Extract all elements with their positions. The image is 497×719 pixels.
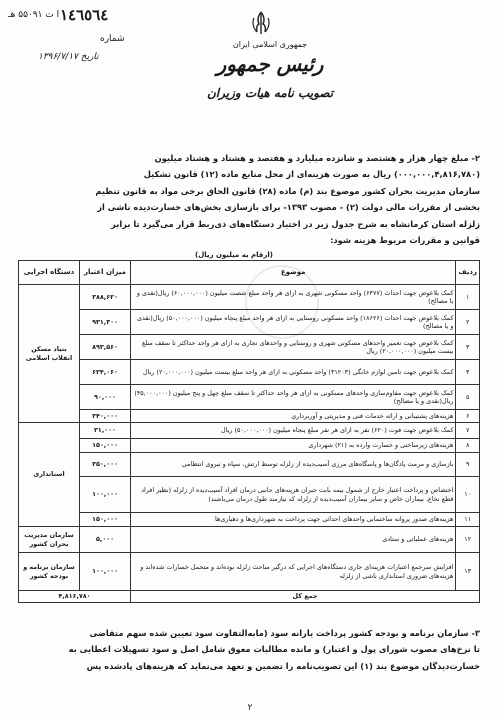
total-label: جمع کل: [131, 591, 480, 603]
row-number: ۱: [456, 285, 480, 310]
outro-line: تا نرخ‌های مصوب شورای پول و اعتبار) و مانده مطالبات معوق شامل اصل و سود تسهیلات اعطایی به: [68, 644, 480, 655]
table-row: [19, 410, 480, 423]
reference-number: ا ت ۵۵۰۹۱ هـ: [8, 10, 60, 20]
row-description: کمک بلاعوض جهت احداث (۱۸۶۲۶) واحد مسکونی روستایی به ازای هر واحد مبلغ پنجاه میلیون (۵۰,۰۰۰,۰۰۰) ریال(نقدی و یا مصالح): [131, 310, 456, 335]
row-amount: ۹۳۱,۳۰۰: [80, 310, 131, 335]
row-description: افزایش سرجمع اعتبارات هزینه‌ای جاری دستگاه‌های اجرایی که درگیر مباحث زلزله بوده‌اند و متحمل خسارات شده‌اند و هزینه‌های ضروری استانداری ناشی از زلزله: [131, 553, 456, 591]
outro-line: ۳- سازمان برنامه و بودجه کشور پرداخت یارانه سود (مابه‌التفاوت سود تعیین شده سهم متقاضی: [89, 628, 480, 638]
row-number: ۱۰: [456, 477, 480, 513]
row-number: ۱۳: [456, 553, 480, 591]
intro-line: (۰۰۰,۰۰۰,۴,۸۱۶,۷۸۰) ریال به صورت هزینه‌ای از محل منابع ماده (۱۲) قانون تشکیل: [143, 169, 480, 180]
row-amount: ۱۵۰,۰۰۰: [80, 439, 131, 453]
header-agency: دستگاه اجرایی: [19, 261, 80, 285]
intro-line: بخشی از مقررات مالی دولت (۲) - مصوب ۱۳۹۳- برای بازسازی بخش‌های خسارت‌دیده ناشی از: [97, 202, 480, 213]
allocation-table: [18, 260, 480, 603]
row-number: ۴: [456, 360, 480, 385]
agency-governorate: استانداری: [19, 423, 80, 527]
table-row: [19, 385, 480, 410]
row-amount: ۵,۰۰۰: [80, 527, 131, 553]
row-description: کمک بلاعوض جهت فوت (۶۲۰) نفر به ازای هر نفر مبلغ پنجاه میلیون (۵۰,۰۰۰,۰۰۰) ریال: [131, 423, 456, 439]
row-number: ۱۲: [456, 527, 480, 553]
row-description: هزینه‌های پشتیبانی و ارائه خدمات فنی و مدیریتی و آوربرداری: [131, 410, 456, 423]
serial-number: ١٤٦٥٦٤: [60, 8, 109, 24]
row-number: ۳: [456, 335, 480, 360]
agency-housing-foundation: بنیاد مسکن انقلاب اسلامی: [19, 285, 80, 423]
table-row: [19, 360, 480, 385]
intro-line: سازمان مدیریت بحران کشور موضوع بند (م) ماده (۲۸) قانون الحاق برخی مواد به قانون تنظیم: [95, 185, 480, 196]
row-description: هزینه‌های عملیاتی و ستادی: [131, 527, 456, 553]
row-amount: ۳۴۰,۰۰۰: [80, 410, 131, 423]
table-row: [19, 285, 480, 310]
table-row: [19, 439, 480, 453]
row-number: ۷: [456, 423, 480, 439]
row-amount: ۸۹۳,۵۶۰: [80, 335, 131, 360]
president-title: رئیس جمهور: [216, 52, 324, 76]
row-description: کمک بلاعوض جهت تعمیر واحدهای مسکونی شهری و روستایی و واحدهای تجاری به ازای هر واحد حداکثر تا سقف مبلغ بیست میلیون (۲۰,۰۰۰,۰۰۰) ریال: [131, 335, 456, 360]
row-description: کمک بلاعوض جهت احداث (۶۴۷۷) واحد مسکونی شهری به ازای هر واحد مبلغ شصت میلیون (۶۰,۰۰۰,۰۰۰) ریال(نقدی و یا مصالح): [131, 285, 456, 310]
row-number: ۹: [456, 453, 480, 477]
table-row: [19, 453, 480, 477]
row-amount: ۱۵۰,۰۰۰: [80, 513, 131, 527]
outro-line: خسارت‌دیدگان موضوع بند (۱) این تصویب‌نامه را تضمین و تعهد می‌نماید که هزینه‌های پادشده پس: [86, 660, 480, 671]
row-amount: ۳۵۰,۰۰۰: [80, 453, 131, 477]
row-number: ۸: [456, 439, 480, 453]
outro-paragraph: [12, 625, 480, 674]
row-amount: ۱۰۰,۰۰۰: [80, 553, 131, 591]
table-row: [19, 513, 480, 527]
intro-paragraph: [12, 150, 480, 248]
table-row: [19, 310, 480, 335]
total-row: [19, 591, 480, 603]
row-number: ۵: [456, 385, 480, 410]
row-amount: ۱۰۰,۰۰۰: [80, 477, 131, 513]
row-description: اختصاص و پرداخت اعتبار خارج از شمول بیمه بابت جبران هزینه‌های جانبی درمان افراد آسیب‌دیده از زلزله (نظیر افراد قطع نخاع، بیماران خاص و سایر بیماران آسیب‌دیده از زلزله که نیازمند طول درمان می‌باشند): [131, 477, 456, 513]
page-number: ۲: [247, 703, 253, 713]
number-label: شماره: [100, 34, 125, 44]
row-amount: ۹۰,۰۰۰: [80, 385, 131, 410]
intro-line: زلزله استان کرمانشاه به شرح جدول زیر در اختیار دستگاه‌های ذی‌ربط قرار می‌گیرد تا برابر: [111, 218, 480, 229]
header-description: موضوع: [131, 261, 456, 285]
table-row: [19, 553, 480, 591]
row-description: کمک بلاعوض جهت مقاوم‌سازی واحدهای مسکونی به ازای هر واحد حداکثر تا سقف مبلغ چهل و پنج میلیون (۴۵,۰۰۰,۰۰۰) ریال(نقدی و یا مصالح): [131, 385, 456, 410]
republic-line: جمهوری اسلامی ایران: [232, 40, 308, 49]
row-description: کمک بلاعوض جهت تامین لوازم خانگی (۳۱۲۰۳) واحد مسکونی به ازای هر واحد مبلغ بیست میلیون (۲۰,۰۰۰,۰۰۰) ریال: [131, 360, 456, 385]
table-row: [19, 477, 480, 513]
total-value: ۴,۸۱۶,۷۸۰: [19, 591, 131, 603]
agency-budget-organization: سازمان برنامه و بودجه کشور: [19, 553, 80, 591]
header-row-number: ردیف: [456, 261, 480, 285]
header-amount: میزان اعتبار: [80, 261, 131, 285]
intro-line: ۲- مبلغ چهار هزار و هشتصد و شانزده میلیارد و هفتصد و هشتاد و هشتاد میلیون: [154, 153, 480, 163]
row-amount: ۳۱,۰۰۰: [80, 423, 131, 439]
table-row: [19, 335, 480, 360]
row-number: ۲: [456, 310, 480, 335]
decree-subtitle: تصویب نامه هیات وزیران: [206, 86, 334, 100]
row-number: ۱۱: [456, 513, 480, 527]
table-row: [19, 423, 480, 439]
row-description: هزینه‌های صدور پروانه ساختمانی واحدهای احداثی جهت پرداخت به شهرداری‌ها و دهیاری‌ها: [131, 513, 456, 527]
agency-crisis-management: سازمان مدیریت بحران کشور: [19, 527, 80, 553]
row-number: ۶: [456, 410, 480, 423]
date-label: تاریخ ۱۳۹۶/۷/۱۷: [38, 52, 99, 62]
iran-emblem-icon: [248, 10, 274, 36]
row-description: بازسازی و مرمت پادگان‌ها و پاسگاه‌های مرزی آسیب‌دیده از زلزله توسط ارتش، سپاه و نیروی انتظامی: [131, 453, 456, 477]
intro-line: قوانین و مقررات مربوط هزینه شود:: [330, 235, 480, 246]
row-amount: ۳۸۸,۶۲۰: [80, 285, 131, 310]
row-description: هزینه‌های زیرساختی و خسارت وارده به (۲۱) شهرداری: [131, 439, 456, 453]
row-amount: ۶۲۴,۰۶۰: [80, 360, 131, 385]
table-row: [19, 527, 480, 553]
units-note: (ارقام به میلیون ریال): [195, 251, 273, 259]
